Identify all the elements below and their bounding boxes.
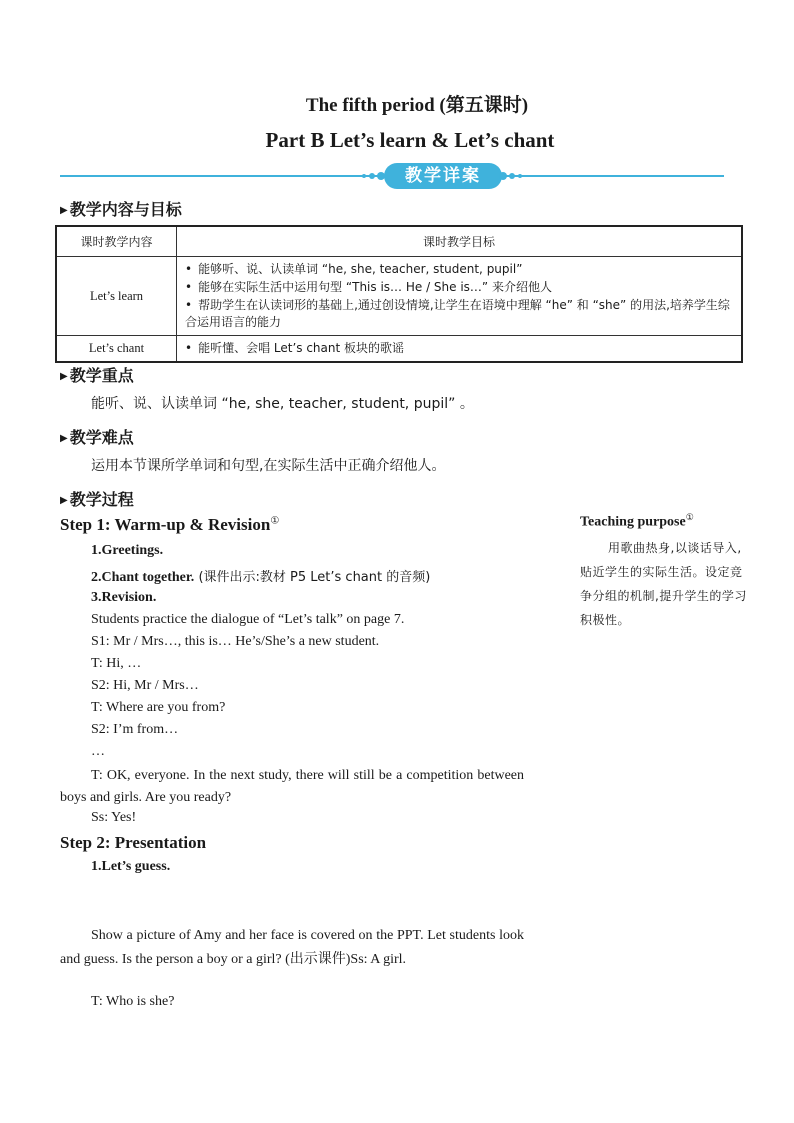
banner-badge: 教学详案	[384, 163, 502, 189]
sidebar-title: Teaching purpose①	[580, 512, 694, 530]
table-cell-goals	[177, 257, 743, 336]
dialogue-line: T: Hi, …	[91, 656, 142, 671]
objectives-table	[55, 225, 743, 363]
step1-greetings: 1.Greetings.	[91, 543, 164, 558]
table-header-cell: 课时教学内容	[56, 226, 177, 257]
dialogue-line: T: Where are you from?	[91, 700, 226, 715]
dialogue-line: Students practice the dialogue of “Let’s talk” on page 7.	[91, 612, 405, 627]
section-heading-key-points: ▶ 教学重点	[60, 366, 134, 385]
dialogue-line: Ss: Yes!	[91, 810, 137, 825]
sidebar-text: 用歌曲热身,以谈话导入,贴近学生的实际生活。设定竞争分组的机制,提升学生的学习积极性。	[580, 541, 747, 627]
dialogue-line: …	[91, 744, 105, 759]
table-cell-content: Let’s chant	[56, 336, 177, 363]
table-cell-content: Let’s learn	[56, 257, 177, 336]
section-banner	[60, 163, 724, 189]
step1-chant: 2.Chant together. (课件出示:教材 P5 Let’s chant 的音频)	[91, 570, 431, 585]
goal-item: • 能听懂、会唱 Let’s chant 板块的歌谣	[185, 341, 405, 355]
step2-paragraph: Show a picture of Amy and her face is covered on the PPT. Let students look and guess. Is the person a boy or a girl? (出示课件)Ss: A girl.	[60, 928, 524, 967]
step2-heading: Step 2: Presentation	[60, 833, 207, 852]
table-header-row	[56, 226, 742, 257]
section-heading-difficulties: ▶ 教学难点	[60, 428, 134, 447]
goal-item: • 能够在实际生活中运用句型 “This is… He / She is…” 来介绍他人	[185, 280, 552, 294]
goal-item: • 帮助学生在认读词形的基础上,通过创设情境,让学生在语境中理解 “he” 和 “she” 的用法,培养学生综合运用语言的能力	[185, 298, 730, 329]
table-row	[56, 336, 742, 363]
page-subtitle: Part B Let’s learn & Let’s chant	[265, 128, 555, 152]
step2-guess: 1.Let’s guess.	[91, 859, 171, 874]
section-heading-content-goals: ▶ 教学内容与目标	[60, 200, 182, 219]
dialogue-line: S2: Hi, Mr / Mrs…	[91, 678, 199, 693]
step1-revision: 3.Revision.	[91, 590, 157, 605]
dialogue-line: T: Who is she?	[91, 994, 175, 1009]
key-points-text: 能听、说、认读单词 “he, she, teacher, student, pupil” 。	[91, 396, 474, 412]
footnote-mark: ①	[685, 512, 694, 522]
table-cell-goals	[177, 336, 743, 363]
difficulties-text: 运用本节课所学单词和句型,在实际生活中正确介绍他人。	[91, 458, 446, 474]
dialogue-line: S1: Mr / Mrs…, this is… He’s/She’s a new student.	[91, 634, 380, 649]
table-row	[56, 257, 742, 336]
dialogue-paragraph: T: OK, everyone. In the next study, there will still be a competition between boys and girls. Are you ready?	[60, 768, 524, 805]
banner-dots-right	[498, 170, 524, 182]
triangle-bullet-icon: ▶	[60, 433, 68, 444]
section-heading-process: ▶ 教学过程	[60, 490, 134, 509]
dialogue-line: S2: I’m from…	[91, 722, 179, 737]
footnote-mark: ①	[270, 515, 280, 527]
step1-heading: Step 1: Warm-up & Revision①	[60, 515, 280, 534]
goal-item: • 能够听、说、认读单词 “he, she, teacher, student, pupil”	[185, 262, 523, 276]
table-header-cell: 课时教学目标	[177, 226, 743, 257]
page-title: The fifth period (第五课时)	[305, 95, 529, 116]
triangle-bullet-icon: ▶	[60, 371, 68, 382]
triangle-bullet-icon: ▶	[60, 205, 68, 216]
triangle-bullet-icon: ▶	[60, 495, 68, 506]
banner-dots-left	[360, 170, 386, 182]
